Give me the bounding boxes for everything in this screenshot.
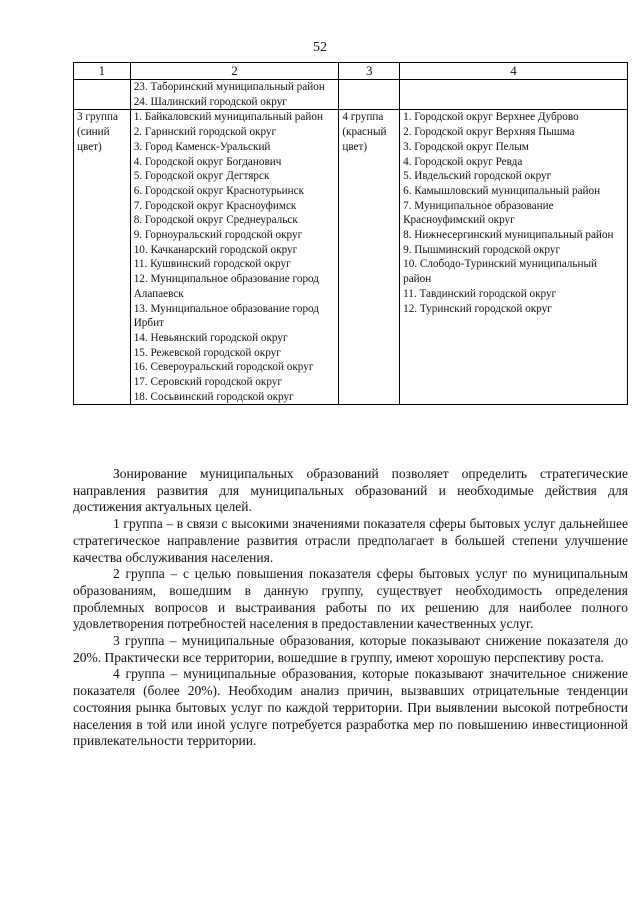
column-header: 3 [339,63,400,80]
table-cell [130,80,339,110]
group-label-line: цвет) [77,140,102,153]
column-header: 2 [130,63,339,80]
list-item: 9. Пышминский городской округ [403,243,561,256]
list-item: 6. Камышловский муниципальный район [403,184,601,197]
group-label-line: (красный [342,126,387,139]
column-header: 1 [74,63,131,80]
group-4-label-cell [339,110,400,405]
paragraph: 3 группа – муниципальные образования, которые показывают снижение показателя до 20%. Практически все территории, вошедшие в группу, имеют хорошую перспективу роста. [73,633,628,665]
list-item: 1. Городской округ Верхнее Дуброво [403,111,579,124]
group-label-line: цвет) [342,140,368,153]
list-item: 17. Серовский городской округ [133,376,282,389]
table-header-row [74,63,628,80]
list-item: 24. Шалинский городской округ [133,95,287,108]
list-item: 8. Городской округ Среднеуральск [133,214,298,227]
list-item: 13. Муниципальное образование город Ирбит [133,302,320,330]
paragraph: Зонирование муниципальных образований позволяет определить стратегические направления развития для муниципальных образований и необходимые действия для достижения актуальных целей. [73,466,628,515]
list-item: 12. Муниципальное образование город Алапаевск [133,273,320,300]
list-item: 10. Качканарский городской округ [133,243,298,256]
list-item: 1. Байкаловский муниципальный район [133,111,323,124]
list-item: 15. Режевской городской округ [133,346,281,359]
table-cell [74,80,131,110]
list-item: 4. Городской округ Богданович [133,155,282,168]
list-item: 5. Ивдельский городской округ [403,170,552,183]
group-label-line: 3 группа [77,111,118,124]
page-number: 52 [313,40,327,55]
group-3-list-cell [130,110,339,405]
list-item: 5. Городской округ Дегтярск [133,170,270,183]
list-item: 3. Городской округ Пелым [403,140,529,153]
list-item: 11. Тавдинский городской округ [403,287,557,300]
list-item: 6. Городской округ Краснотурьинск [133,184,305,197]
list-item: 10. Слободо-Туринский муниципальный район [403,258,597,286]
list-item: 2. Гаринский городской округ [133,126,277,139]
list-item: 23. Таборинский муниципальный район [133,81,325,93]
table-cell [339,80,400,110]
list-item: 16. Североуральский городской округ [133,361,314,374]
column-header: 4 [400,63,628,80]
list-item: 2. Городской округ Верхняя Пышма [403,126,575,139]
list-item: 7. Городской округ Красноуфимск [133,199,297,212]
table-row [74,80,628,110]
list-item: 18. Сосьвинский городской округ [133,390,294,403]
municipal-groups-table [73,62,628,405]
list-item: 12. Туринский городской округ [403,302,552,315]
list-item: 8. Нижнесергинский муниципальный район [403,229,614,242]
table-row [74,110,628,405]
list-item: 11. Кушвинский городской округ [133,258,291,271]
group-label-line: 4 группа [342,111,384,124]
paragraph: 1 группа – в связи с высокими значениями показателя сферы бытовых услуг дальнейшее стратегическое направление развития отрасли предполагает в большей степени улучшение качества обслуживания населения. [73,516,628,565]
group-3-label-cell [74,110,131,405]
table-cell [400,80,628,110]
group-label-line: (синий [77,126,110,139]
list-item: 3. Город Каменск-Уральский [133,140,271,153]
group-4-list-cell [400,110,628,405]
list-item: 14. Невьянский городской округ [133,331,288,344]
narrative-text [73,466,628,750]
list-item: 4. Городской округ Ревда [403,155,523,168]
list-item: 7. Муниципальное образование Красноуфимский округ [403,199,554,227]
list-item: 9. Горноуральский городской округ [133,229,303,242]
paragraph: 2 группа – с целью повышения показателя сферы бытовых услуг по муниципальным образованиям, вошедшим в данную группу, существует необходимость определения проблемных вопросов и выстраивания работы по их решению для наиболее полного удовлетворения потребностей населения в предоставлении качественных услуг. [73,566,628,632]
paragraph: 4 группа – муниципальные образования, которые показывают значительное снижение показателя (более 20%). Необходим анализ причин, вызвавших отрицательные тенденции состояния рынка бытовых услуг по каждой территории. При выявлении высокой потребности населения в той или иной услуге потребуется разработка мер по повышению инвестиционной привлекательности территории. [73,666,628,749]
